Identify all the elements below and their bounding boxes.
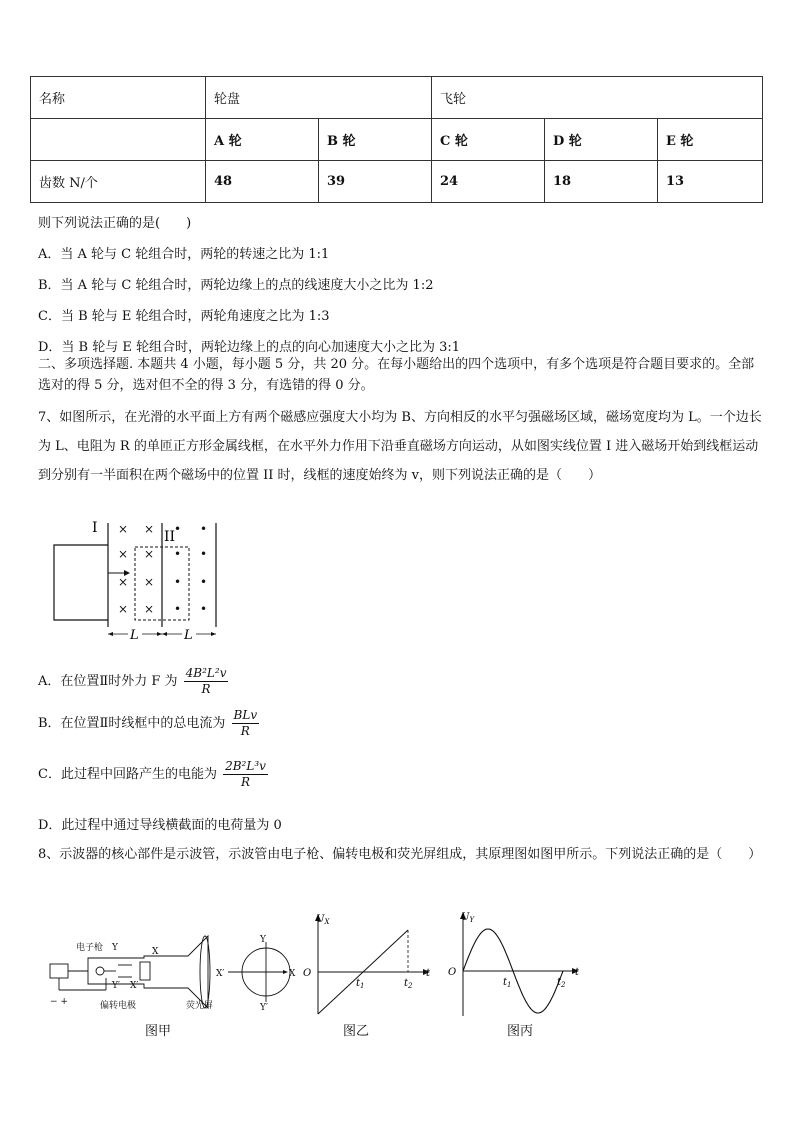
q6-option-a: A．当 A 轮与 C 轮组合时，两轮的转速之比为 1:1: [38, 247, 330, 262]
table-row: [31, 77, 763, 119]
y-prime-label: Y′: [112, 981, 120, 991]
q7-option-b-text: B．在位置Ⅱ时线框中的总电流为: [38, 716, 226, 731]
q8-stem: 8、示波器的核心部件是示波管，示波管由电子枪、偏转电极和荧光屏组成，其原理图如图甲所示。下列说法正确的是（ ）: [38, 847, 762, 862]
q6-option-d: D．当 B 轮与 E 轮组合时，两轮边缘上的点的向心加速度大小之比为 3:1: [38, 340, 461, 355]
wheel-d-cell: D 轮: [545, 119, 658, 161]
q7-option-d: D．此过程中通过导线横截面的电荷量为 0: [38, 818, 282, 833]
field-cross: ×: [118, 575, 129, 589]
ux-t2-sub: 2: [408, 982, 413, 990]
screen-xprime-label: X′: [216, 969, 225, 979]
wheel-e-cell: E 轮: [658, 119, 763, 161]
table-row: [31, 119, 763, 161]
screen-label: 荧光屏: [186, 1001, 214, 1011]
x-plate-label: X: [152, 947, 159, 957]
field-cross: ×: [144, 547, 155, 561]
q6-option-c: C．当 B 轮与 E 轮组合时，两轮角速度之比为 1:3: [38, 309, 330, 324]
uy-t1-t: t: [503, 977, 508, 988]
teeth-label-cell: 齿数 N/个: [31, 161, 206, 203]
screen-x-label: X: [289, 969, 296, 979]
screen-yprime-label: Y′: [260, 1003, 268, 1013]
figure-b-caption: 图乙: [343, 1024, 370, 1039]
header-name-cell: 名称: [31, 77, 206, 119]
fraction-denominator: R: [240, 724, 250, 738]
ux-origin: O: [303, 968, 312, 979]
teeth-b-cell: 39: [319, 161, 432, 203]
q7-option-a: [38, 666, 228, 697]
magnetic-field-figure: [50, 515, 230, 650]
figure-a-caption: 图甲: [145, 1024, 172, 1039]
wheel-a-cell: A 轮: [206, 119, 319, 161]
uy-t1-sub: 1: [507, 981, 512, 989]
uy-t2: [557, 977, 566, 989]
uy-t-axis-label: t: [575, 967, 580, 978]
uy-ylabel-u: U: [461, 912, 470, 923]
field-dot: •: [174, 575, 182, 589]
wheel-c-cell: C 轮: [432, 119, 545, 161]
table-row: [31, 161, 763, 203]
screen-y-label: Y: [260, 935, 266, 945]
fraction: [232, 708, 260, 739]
header-flywheel-cell: 飞轮: [432, 77, 763, 119]
fraction-numerator: 2B²L³v: [225, 759, 266, 773]
uy-t1: [503, 977, 512, 989]
field-dot: •: [174, 522, 182, 536]
field-cross: ×: [144, 522, 155, 536]
electrode-label: 偏转电极: [100, 1001, 137, 1011]
polarity-label: − +: [50, 997, 68, 1007]
fraction: [184, 666, 229, 697]
field-cross: ×: [118, 522, 129, 536]
wheel-b-cell: B 轮: [319, 119, 432, 161]
teeth-e-cell: 13: [658, 161, 763, 203]
ux-t1: [356, 978, 365, 990]
fraction-denominator: R: [240, 775, 251, 789]
ux-t2: [404, 978, 413, 990]
field-dot: •: [200, 547, 208, 561]
field-dot: •: [174, 602, 182, 616]
ux-t-axis-label: t: [426, 968, 431, 979]
uy-ylabel: [461, 912, 475, 924]
fraction-denominator: R: [201, 682, 211, 696]
field-cross: ×: [118, 602, 129, 616]
fraction: [223, 759, 268, 790]
fraction-numerator: BLv: [233, 708, 258, 722]
gun-label: 电子枪: [76, 943, 104, 953]
q6-stem: 则下列说法正确的是( ): [38, 216, 192, 231]
field-cross: ×: [144, 602, 155, 616]
q7-stem: 7、如图所示，在光滑的水平面上方有两个磁感应强度大小均为 B、方向相反的水平匀强磁场区域，磁场宽度均为 L。一个边长为 L、电阻为 R 的单匝正方形金属线框，在水平外力作用下沿垂直磁场方向运动，从如图实线位置 I 进入磁场开始到线框运动到分别有一半面积在两个磁场中的位置 II 时，线框的速度始终为 v，则下列说法正确的是（ ）: [38, 410, 762, 483]
x-prime-label: X′: [130, 981, 139, 991]
uy-t2-t: t: [557, 977, 562, 988]
uy-ylabel-sub: Y: [469, 916, 475, 924]
uy-origin: O: [448, 967, 457, 978]
field-dot: •: [200, 522, 208, 536]
ux-ylabel-sub: X: [324, 918, 330, 926]
width-label: L: [130, 628, 139, 643]
q7-option-c: [38, 759, 268, 790]
oscilloscope-tube-figure: [48, 932, 298, 1017]
field-dot: •: [174, 547, 182, 561]
section2-instructions: 二、多项选择题. 本题共 4 小题，每小题 5 分，共 20 分。在每小题给出的四个选项中，有多个选项是符合题目要求的。全部选对的得 5 分，选对但不全的得 3 分，有选错的得 0 分。: [38, 357, 755, 393]
ux-t1-t: t: [356, 978, 361, 989]
position-1-label: I: [92, 520, 98, 536]
ux-ylabel-u: U: [316, 914, 325, 925]
teeth-d-cell: 18: [545, 161, 658, 203]
teeth-c-cell: 24: [432, 161, 545, 203]
ux-graph: [300, 910, 440, 1020]
fraction-numerator: 4B²L²v: [185, 666, 227, 680]
field-dot: •: [200, 575, 208, 589]
q7-option-a-text: A．在位置Ⅱ时外力 F 为: [38, 674, 178, 689]
gear-table: [30, 76, 763, 203]
field-dot: •: [200, 602, 208, 616]
uy-graph: [445, 908, 585, 1020]
field-cross: ×: [118, 547, 129, 561]
empty-cell: [31, 119, 206, 161]
ux-ylabel: [316, 914, 330, 926]
ux-t2-t: t: [404, 978, 409, 989]
teeth-a-cell: 48: [206, 161, 319, 203]
y-plate-label: Y: [112, 943, 118, 953]
width-label: L: [184, 628, 193, 643]
q7-option-c-text: C．此过程中回路产生的电能为: [38, 767, 217, 782]
q6-option-b: B．当 A 轮与 C 轮组合时，两轮边缘上的点的线速度大小之比为 1:2: [38, 278, 434, 293]
uy-t2-sub: 2: [561, 981, 566, 989]
header-chainring-cell: 轮盘: [206, 77, 432, 119]
ux-t1-sub: 1: [360, 982, 365, 990]
field-cross: ×: [144, 575, 155, 589]
q7-option-b: [38, 708, 259, 739]
figure-c-caption: 图丙: [507, 1024, 534, 1039]
position-2-label: II: [164, 529, 176, 545]
